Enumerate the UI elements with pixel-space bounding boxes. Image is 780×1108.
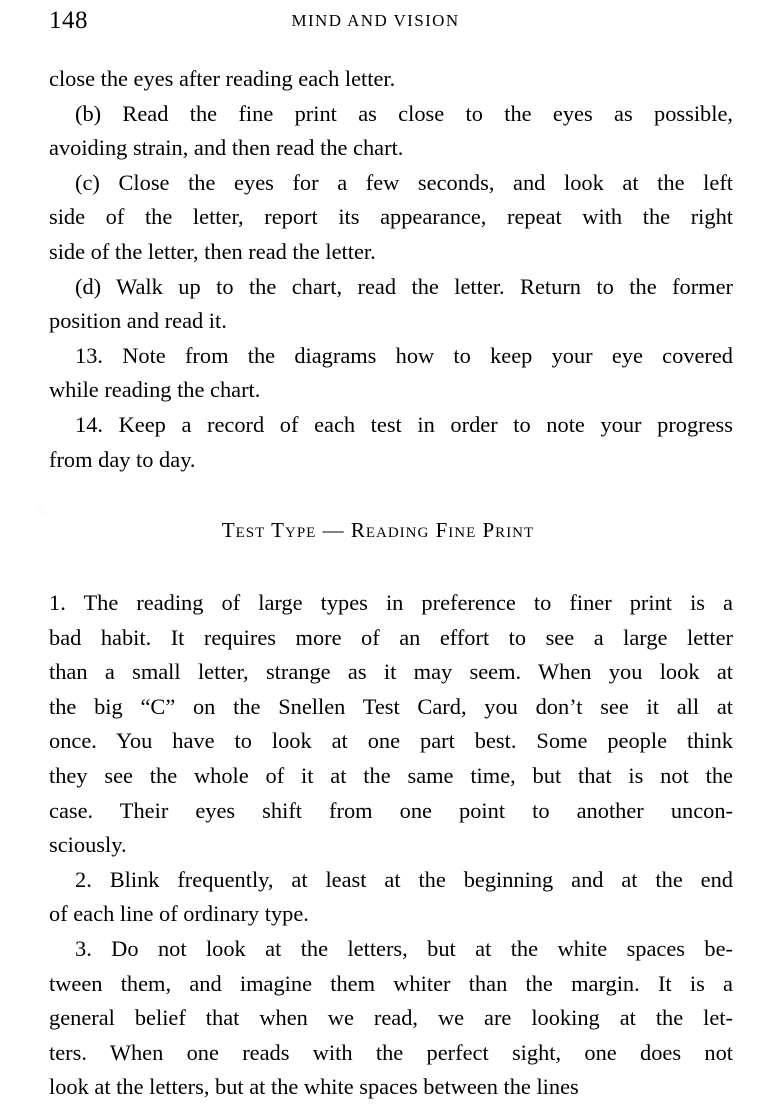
paragraph-item-14 (49, 408, 733, 477)
text-line: than a small letter, strange as it may seem. When you look at (49, 659, 733, 685)
paragraph-continuation (49, 62, 733, 97)
page-number: 148 (49, 7, 88, 34)
paragraph-item-2 (49, 863, 733, 932)
text-line: 1. The reading of large types in preference to finer print is a (49, 590, 733, 615)
text-line: close the eyes after reading each letter. (49, 66, 396, 91)
text-block-lower (49, 586, 733, 1105)
text-line: bad habit. It requires more of an effort to see a large letter (49, 624, 733, 650)
running-header (49, 6, 732, 36)
text-line: (d) Walk up to the chart, read the letter. Return to the former (75, 273, 733, 299)
text-line: of each line of ordinary type. (49, 901, 309, 927)
paragraph-item-d (49, 270, 733, 339)
paragraph-item-b (49, 97, 733, 166)
paragraph-item-1 (49, 586, 733, 863)
text-line: while reading the chart. (49, 377, 261, 403)
text-line: 3. Do not look at the letters, but at the white spaces be- (75, 935, 733, 961)
text-line: 2. Blink frequently, at least at the beginning and at the end (75, 866, 733, 892)
text-line: the big “C” on the Snellen Test Card, you don’t see it all at (49, 693, 733, 719)
text-line: 14. Keep a record of each test in order to note your progress (75, 411, 733, 437)
text-line: tween them, and imagine them whiter than the margin. It is a (49, 970, 733, 996)
text-block-upper (49, 62, 733, 477)
paragraph-item-13 (49, 339, 733, 408)
text-line: (b) Read the fine print as close to the eyes as possible, (75, 100, 733, 126)
running-head-title: MIND AND VISION (291, 11, 460, 30)
text-line: from day to day. (49, 446, 196, 472)
text-line: side of the letter, report its appearance, repeat with the right (49, 204, 733, 230)
paragraph-item-c (49, 166, 733, 270)
text-line: look at the letters, but at the white spaces between the lines (49, 1074, 579, 1100)
text-line: once. You have to look at one part best. Some people think (49, 728, 733, 754)
text-line: avoiding strain, and then read the chart. (49, 135, 404, 161)
scan-edge-artifact (38, 506, 45, 515)
text-line: ters. When one reads with the perfect sight, one does not (49, 1039, 733, 1065)
text-line: sciously. (49, 832, 127, 858)
text-line: position and read it. (49, 308, 227, 334)
text-line: they see the whole of it at the same time, but that is not the (49, 762, 733, 788)
text-line: (c) Close the eyes for a few seconds, and look at the left (75, 169, 733, 195)
text-line: general belief that when we read, we are looking at the let- (49, 1005, 733, 1031)
text-line: 13. Note from the diagrams how to keep your eye covered (75, 342, 733, 368)
text-line: side of the letter, then read the letter. (49, 238, 376, 264)
text-line: case. Their eyes shift from one point to another uncon- (49, 797, 733, 823)
paragraph-item-3 (49, 932, 733, 1105)
section-heading: Test Type — Reading Fine Print (221, 518, 535, 542)
